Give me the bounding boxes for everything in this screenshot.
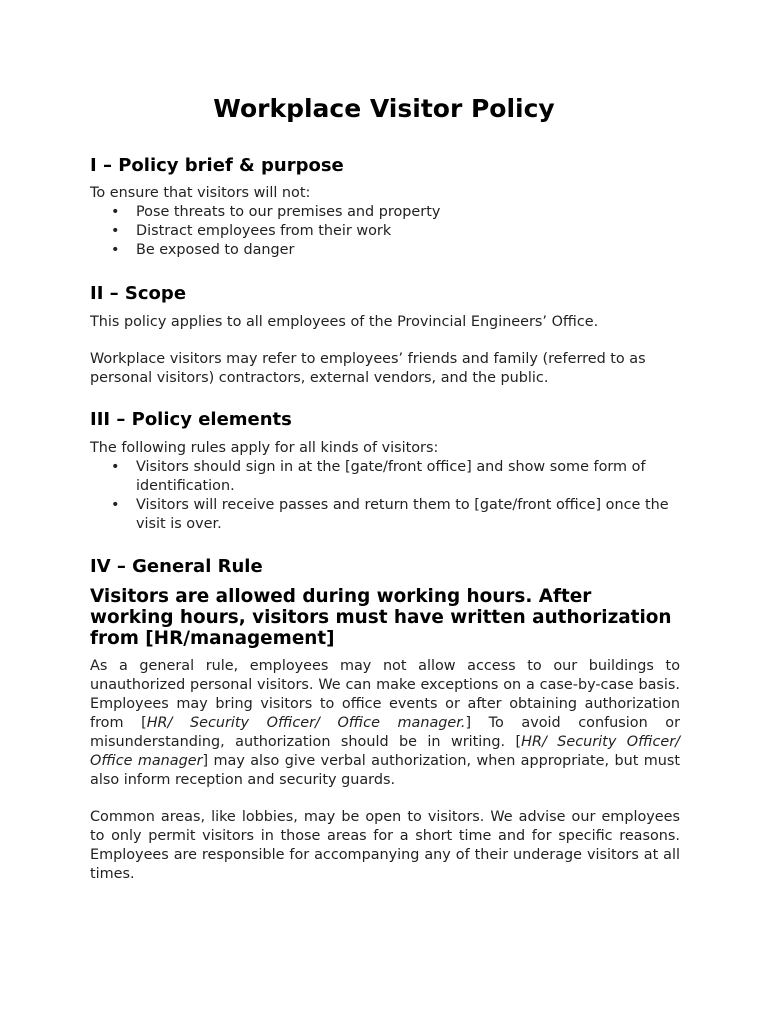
paragraph: As a general rule, employees may not allow access to our buildings to unauthorized personal visitors. We can make exceptions on a case-by-case basis. Employees may bring visitors to office events or after obtaining authorization from [HR/ Security Officer/ Office manager.] To avoid confusion or misunderstanding, authorization should be in writing. [HR/ Security Officer/ Office manager] may also give verbal authorization, when appropriate, but must also inform reception and security guards. (90, 658, 681, 788)
section-scope (90, 282, 680, 388)
bullet-icon: • (111, 459, 120, 475)
paragraph: Workplace visitors may refer to employees’ friends and family (referred to as personal visitors) contractors, external vendors, and the public. (90, 351, 646, 386)
section-heading: II – Scope (90, 283, 187, 304)
section-general-rule (90, 555, 680, 884)
bullet-list (90, 458, 680, 534)
section-heading: III – Policy elements (90, 409, 292, 430)
section-heading: IV – General Rule (90, 556, 263, 577)
document-title: Workplace Visitor Policy (213, 94, 555, 123)
list-item: • Distract employees from their work (111, 223, 392, 239)
list-item: • Visitors should sign in at the [gate/front office] and show some form of identification. (111, 459, 646, 494)
bullet-list (90, 203, 680, 260)
section-heading: I – Policy brief & purpose (90, 155, 344, 176)
section-intro: To ensure that visitors will not: (90, 185, 311, 201)
section-policy-elements (90, 408, 680, 534)
bullet-icon: • (111, 242, 120, 258)
bullet-icon: • (111, 223, 120, 239)
section-policy-brief (90, 154, 680, 260)
section-intro: The following rules apply for all kinds of visitors: (90, 440, 439, 456)
bullet-icon: • (111, 204, 120, 220)
list-item: • Pose threats to our premises and property (111, 204, 441, 220)
paragraph: Common areas, like lobbies, may be open to visitors. We advise our employees to only permit visitors in those areas for a short time and for specific reasons. Employees are responsible for accompanying any of their underage visitors at all times. (90, 809, 680, 882)
list-item: • Be exposed to danger (111, 242, 295, 258)
paragraph: This policy applies to all employees of the Provincial Engineers’ Office. (90, 314, 599, 330)
list-item: • Visitors will receive passes and return them to [gate/front office] once the visit is over. (111, 497, 669, 532)
general-rule-subheading: Visitors are allowed during working hours. After working hours, visitors must have written authorization from [HR/management] (90, 586, 672, 649)
bullet-icon: • (111, 497, 120, 513)
